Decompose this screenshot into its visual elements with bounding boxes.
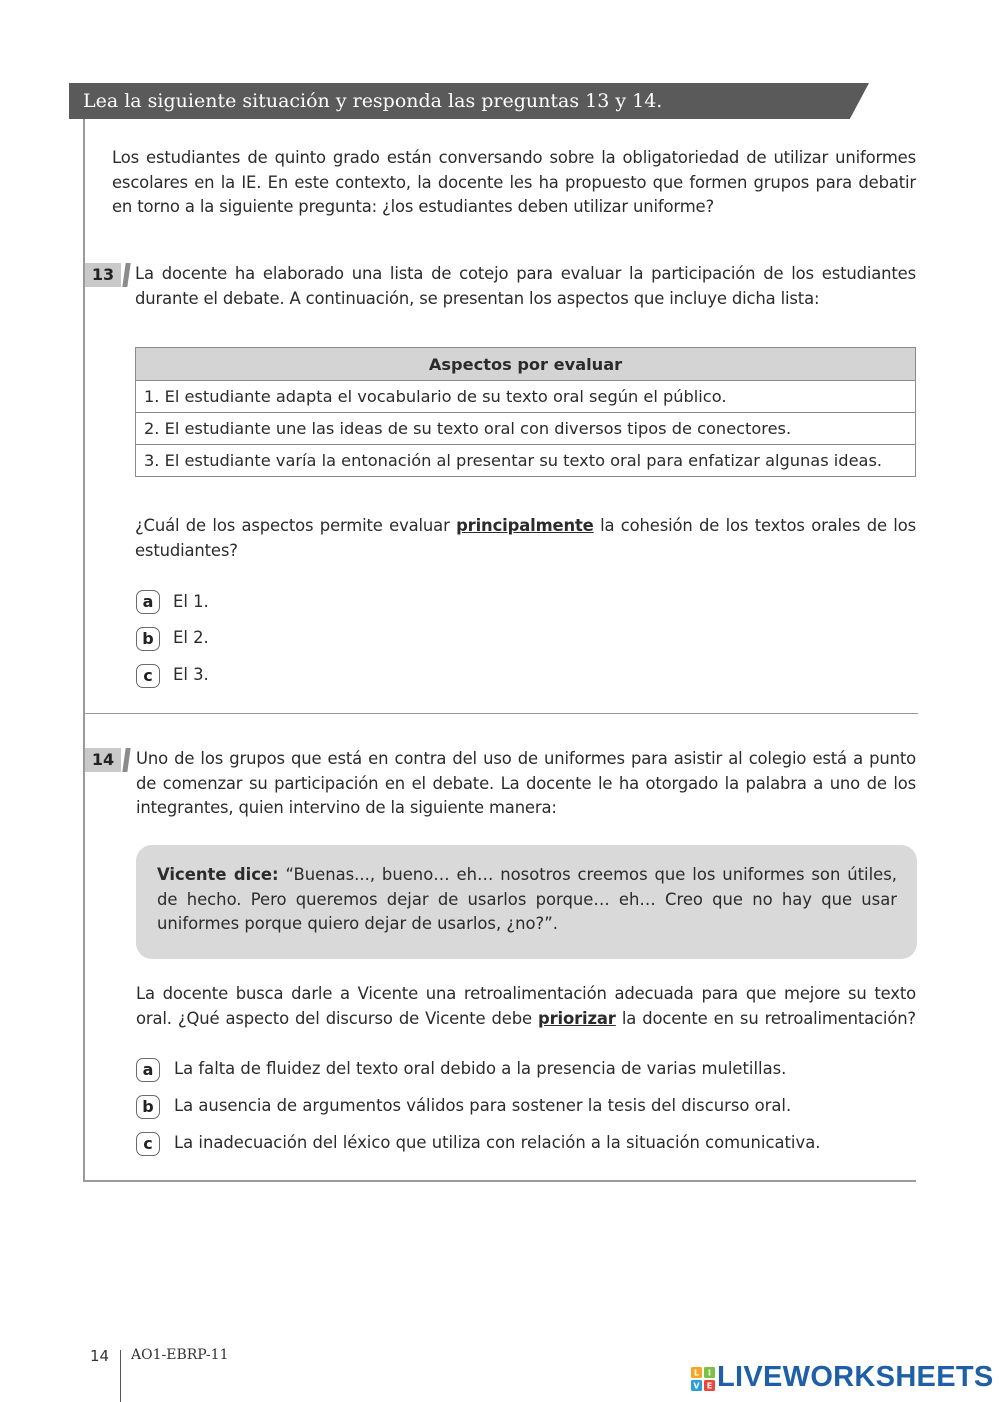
option-c-text: La inadecuación del léxico que utiliza con relación a la situación comunicativa. (174, 1133, 821, 1152)
prompt-line: estudiantes? (135, 540, 238, 560)
question-14-prompt (136, 982, 916, 1031)
svg-text:I: I (708, 1368, 711, 1378)
option-c-button[interactable]: c (136, 1132, 160, 1156)
stem-line: integrantes, quien intervino de la siguiente manera: (136, 798, 557, 817)
svg-text:V: V (693, 1381, 700, 1391)
prompt-text: la cohesión de los textos orales de los (593, 516, 916, 535)
stem-line: durante el debate. A continuación, se presentan los aspectos que incluye dicha lista: (135, 288, 820, 308)
prompt-line (135, 514, 916, 539)
svg-text:E: E (706, 1381, 713, 1391)
context-paragraph (112, 146, 916, 220)
stem-line: de comenzar su participación en el debate. La docente le ha otorgado la palabra a uno de los (136, 773, 916, 793)
option-a-button[interactable]: a (136, 590, 160, 614)
question-13-stem (135, 262, 916, 311)
document-code: AO1-EBRP-11 (131, 1347, 229, 1363)
page-number: 14 (90, 1347, 110, 1365)
prompt-text: la docente en su retroalimentación? (615, 1008, 916, 1028)
section-bottom-rule (83, 1180, 916, 1182)
aspects-table-row: 3. El estudiante varía la entonación al presentar su texto oral para enfatizar algunas ideas. (136, 445, 916, 477)
question-divider (83, 713, 918, 714)
aspects-table (135, 347, 916, 477)
option-a-text: La falta de fluidez del texto oral debido a la presencia de varias muletillas. (174, 1059, 787, 1078)
option-a-button[interactable]: a (136, 1058, 160, 1082)
option-c-text: El 3. (173, 665, 209, 684)
prompt-line: La docente busca darle a Vicente una retroalimentación adecuada para que mejore su texto (136, 984, 916, 1003)
question-13-number: 13 (85, 263, 121, 287)
aspects-table-row: 2. El estudiante une las ideas de su texto oral con diversos tipos de conectores. (136, 413, 916, 445)
quote-text: “Buenas..., bueno… eh… nosotros creemos que los uniformes son útiles, (278, 865, 897, 884)
option-b-text: La ausencia de argumentos válidos para sostener la tesis del discurso oral. (174, 1096, 792, 1115)
svg-text:L: L (693, 1368, 700, 1378)
prompt-text: oral. ¿Qué aspecto del discurso de Vicente debe (136, 1008, 538, 1028)
footer-separator (120, 1350, 121, 1402)
quote-line (157, 863, 897, 888)
aspects-table-row: 1. El estudiante adapta el vocabulario de su texto oral según el público. (136, 381, 916, 413)
prompt-line (136, 1007, 916, 1032)
prompt-text: ¿Cuál de los aspectos permite evaluar (135, 516, 457, 535)
option-b-button[interactable]: b (136, 1095, 160, 1119)
option-a-text: El 1. (173, 592, 209, 611)
stem-line: La docente ha elaborado una lista de cotejo para evaluar la participación de los estudiantes (135, 264, 916, 283)
option-c-button[interactable]: c (136, 664, 160, 688)
option-b-text: El 2. (173, 628, 209, 647)
question-13-prompt (135, 514, 916, 563)
stem-line: Uno de los grupos que está en contra del uso de uniformes para asistir al colegio está a punto (136, 749, 916, 768)
emphasis-principalmente: principalmente (456, 516, 594, 535)
aspects-table-header: Aspectos por evaluar (136, 348, 916, 381)
liveworksheets-brand[interactable]: LIVEWORKSHEETS (717, 1361, 994, 1393)
liveworksheets-logo-icon (691, 1367, 715, 1391)
context-line: escolares en la IE. En este contexto, la docente les ha propuesto que formen grupos para debatir (112, 172, 916, 192)
emphasis-priorizar: priorizar (538, 1008, 616, 1028)
vicente-quote (157, 863, 897, 937)
context-line: en torno a la siguiente pregunta: ¿los estudiantes deben utilizar uniforme? (112, 197, 715, 216)
quote-line: uniformes porque quiero dejar de usarlos, ¿no?”. (157, 914, 558, 933)
section-header-title: Lea la siguiente situación y responda las preguntas 13 y 14. (83, 90, 663, 112)
option-b-button[interactable]: b (136, 627, 160, 651)
quote-line: de hecho. Pero queremos dejar de usarlos porque… eh… Creo que no hay que usar (157, 889, 897, 909)
quote-speaker: Vicente dice: (157, 865, 279, 884)
question-14-number: 14 (85, 748, 121, 772)
question-14-stem (136, 747, 916, 821)
context-line: Los estudiantes de quinto grado están conversando sobre la obligatoriedad de utilizar uniformes (112, 148, 916, 167)
